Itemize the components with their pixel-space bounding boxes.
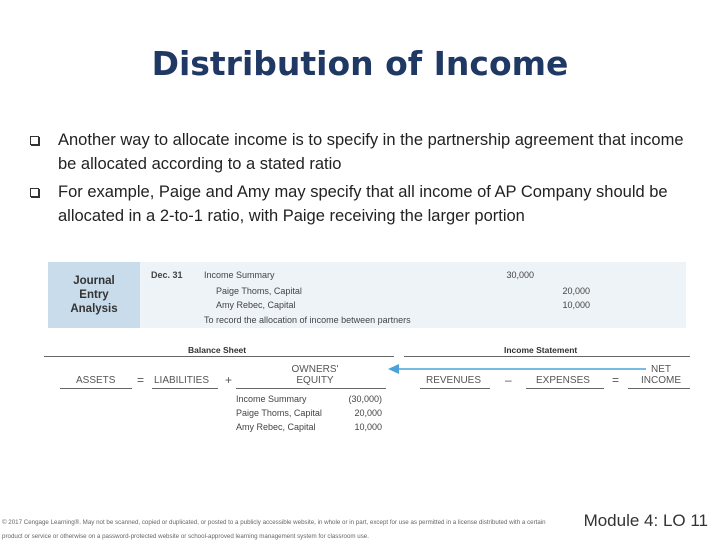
square-bullet-icon bbox=[30, 136, 39, 145]
expenses-rule bbox=[526, 388, 604, 389]
journal-entry-panel bbox=[48, 262, 686, 328]
oe-amount: (30,000) bbox=[348, 394, 382, 404]
owners-equity-label: OWNERS' EQUITY bbox=[291, 364, 339, 386]
oe-account: Paige Thoms, Capital bbox=[236, 408, 322, 418]
module-label: Module 4: LO 11 bbox=[583, 511, 708, 530]
journal-debit: 30,000 bbox=[506, 270, 534, 280]
square-bullet-icon bbox=[30, 188, 39, 197]
owners-equity-rule bbox=[236, 388, 386, 389]
expenses-label: EXPENSES bbox=[536, 375, 590, 386]
revenues-rule bbox=[420, 388, 490, 389]
bullet-text: Another way to allocate income is to specify in the partnership agreement that income be allocated according to a stated ratio bbox=[58, 131, 684, 173]
bullet-item bbox=[26, 128, 698, 176]
revenues-label: REVENUES bbox=[426, 375, 482, 386]
minus-operator: – bbox=[505, 373, 512, 387]
journal-credit: 20,000 bbox=[562, 286, 590, 296]
oe-account: Amy Rebec, Capital bbox=[236, 422, 316, 432]
net-income-rule bbox=[628, 388, 690, 389]
assets-label: ASSETS bbox=[76, 375, 116, 386]
balance-sheet-rule bbox=[44, 356, 394, 357]
oe-amount: 10,000 bbox=[354, 422, 382, 432]
journal-date: Dec. 31 bbox=[151, 270, 183, 280]
journal-explanation: To record the allocation of income between partners bbox=[204, 315, 411, 325]
net-income-label: NET INCOME bbox=[641, 364, 681, 386]
income-statement-header: Income Statement bbox=[504, 345, 578, 355]
balance-sheet-header: Balance Sheet bbox=[188, 345, 247, 355]
bullet-item bbox=[26, 180, 698, 228]
liabilities-rule bbox=[152, 388, 218, 389]
plus-operator: + bbox=[225, 373, 233, 387]
income-statement-rule bbox=[404, 356, 690, 357]
bullet-list bbox=[26, 128, 698, 232]
oe-amount: 20,000 bbox=[354, 408, 382, 418]
oe-account: Income Summary bbox=[236, 394, 307, 404]
journal-account: Amy Rebec, Capital bbox=[216, 300, 296, 310]
bullet-text: For example, Paige and Amy may specify that all income of AP Company should be allocated in a 2-to-1 ratio, with Paige receiving the larger portion bbox=[58, 183, 668, 225]
journal-credit: 10,000 bbox=[562, 300, 590, 310]
equals-operator: = bbox=[612, 373, 620, 387]
arrow-icon bbox=[388, 362, 650, 376]
liabilities-label: LIABILITIES bbox=[154, 375, 210, 386]
slide-title: Distribution of Income bbox=[151, 44, 569, 83]
journal-account: Income Summary bbox=[204, 270, 275, 280]
equals-operator: = bbox=[137, 373, 145, 387]
journal-account: Paige Thoms, Capital bbox=[216, 286, 302, 296]
assets-rule bbox=[60, 388, 132, 389]
journal-entry-label: Journal Entry Analysis bbox=[48, 262, 140, 328]
copyright-notice: © 2017 Cengage Learning®. May not be scanned, copied or duplicated, or posted to a publicly accessible website, in whole or in part, except for use as permitted in a license distributed with a certain product or service or otherwise on a password-protected website or school-approved learning management system for classroom use. bbox=[2, 519, 546, 540]
